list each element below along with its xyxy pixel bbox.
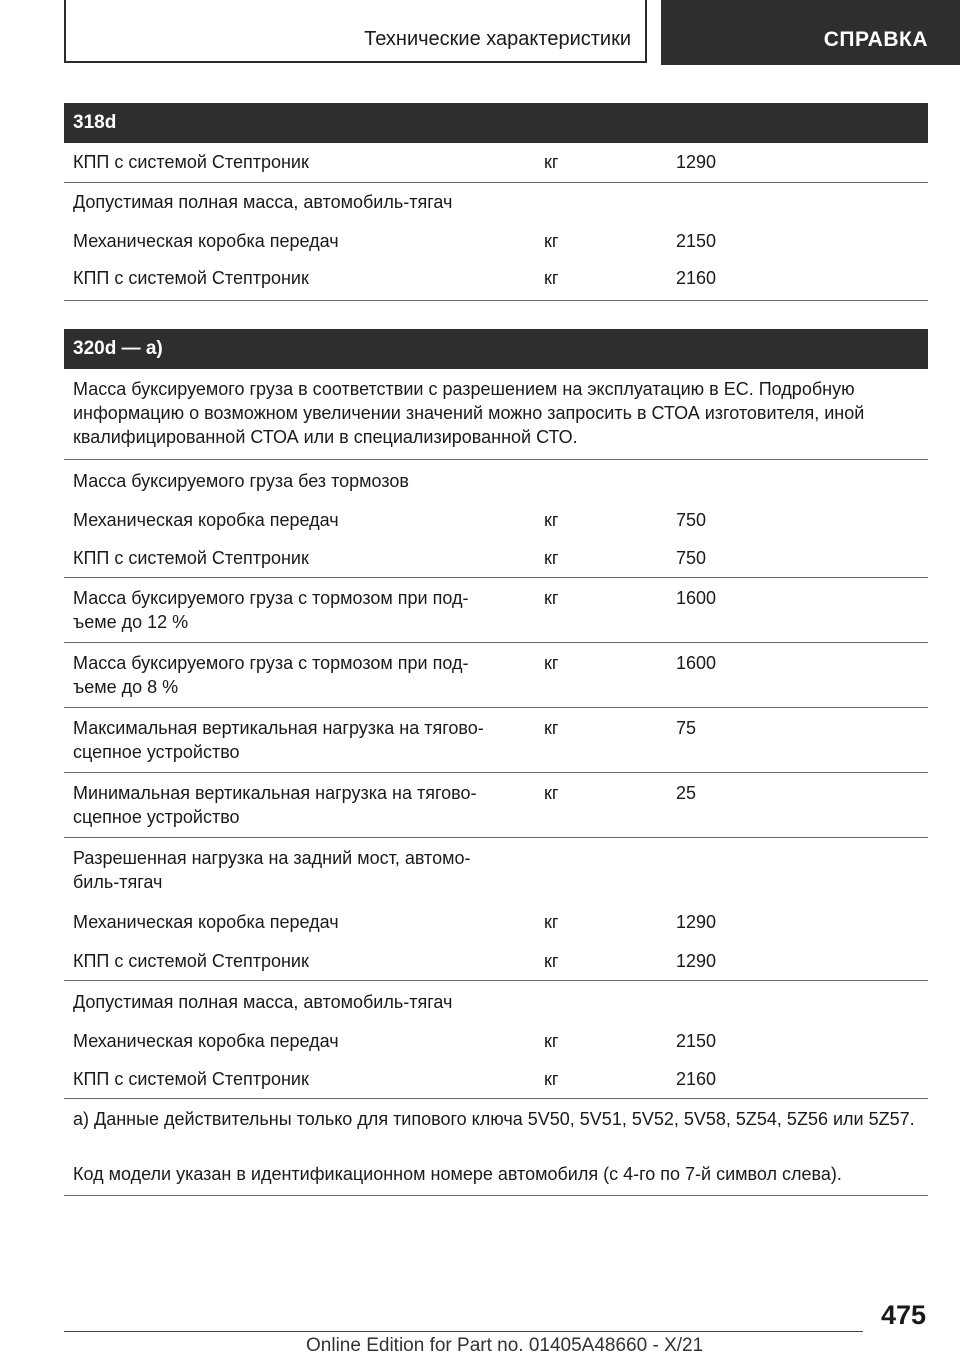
table-row [64,773,928,838]
row-value: 1600 [676,588,717,608]
row-unit: кг [544,548,559,568]
row-unit: кг [544,152,559,172]
intro-text: Масса буксируемого груза в соответствии с разрешением на эксплуатацию в ЕС. Подробную информацию о возможном увеличении значений можно запросить в СТОА изготовителя, иной квалифицированной СТОА или в специализированной СТО. [73,379,865,447]
row-label: Механическая коробка передач [73,231,339,251]
row-label: Допустимая полная масса, автомобиль-тягач [73,192,453,212]
spec-table-318d [64,103,928,301]
section-title: Технические характеристики [364,28,631,50]
table-row [64,143,928,183]
header-tab [661,0,960,65]
row-label: Масса буксируемого груза без тормозов [73,471,409,491]
row-unit: кг [544,1031,559,1051]
row-value: 1290 [676,152,717,172]
row-value: 750 [676,510,707,530]
row-value: 75 [676,718,697,738]
row-value: 750 [676,548,707,568]
table-title: 320d — a) [64,329,928,369]
row-label: Допустимая полная масса, автомобиль-тягач [73,992,453,1012]
row-value: 1600 [676,653,717,673]
table-row [64,261,928,301]
row-unit: кг [544,588,559,608]
footnote-model-code: Код модели указан в идентификационном номере автомобиля (с 4-го по 7-й символ слева). [73,1164,842,1184]
row-value: 2150 [676,231,717,251]
footnote-a: a) Данные действительны только для типового ключа 5V50, 5V51, 5V52, 5V58, 5Z54, 5Z56 или 5Z57. [73,1109,915,1129]
table-title: 318d [64,103,928,143]
row-value: 25 [676,783,697,803]
footer-divider [64,1331,863,1332]
table-row [64,838,928,902]
table-row [64,183,928,222]
table-row [64,460,928,499]
table-row [64,499,928,538]
table-row [64,941,928,981]
table-intro [64,369,928,460]
row-unit: кг [544,783,559,803]
row-unit: кг [544,231,559,251]
row-value: 2160 [676,268,717,288]
row-label: Механическая коробка передач [73,912,339,932]
page-number: 475 [880,1300,926,1330]
table-row [64,1059,928,1099]
row-label: КПП с системой Стептроник [73,1069,309,1089]
row-label: Масса буксируемого груза с тормозом при под- ъеме до 12 % [73,588,469,632]
table-row [64,538,928,578]
row-label: Разрешенная нагрузка на задний мост, автомо- биль-тягач [73,848,471,892]
footer-edition: Online Edition for Part no. 01405A48660 - X/21 [306,1335,704,1356]
row-value: 2150 [676,1031,717,1051]
row-unit: кг [544,653,559,673]
table-row [64,981,928,1020]
row-unit: кг [544,268,559,288]
table-row [64,1020,928,1059]
header-section [64,0,647,63]
row-label: Масса буксируемого груза с тормозом при под- ъеме до 8 % [73,653,469,697]
row-unit: кг [544,718,559,738]
table-row [64,643,928,708]
row-label: Максимальная вертикальная нагрузка на тягово- сцепное устройство [73,718,484,762]
row-label: КПП с системой Стептроник [73,268,309,288]
row-label: КПП с системой Стептроник [73,951,309,971]
table-row [64,578,928,643]
row-unit: кг [544,951,559,971]
table-row [64,902,928,941]
row-value: 1290 [676,912,717,932]
row-unit: кг [544,1069,559,1089]
row-unit: кг [544,510,559,530]
tab-label: СПРАВКА [823,28,928,51]
row-label: КПП с системой Стептроник [73,152,309,172]
table-row [64,708,928,773]
row-label: Механическая коробка передач [73,510,339,530]
table-row [64,222,928,261]
row-unit: кг [544,912,559,932]
row-label: Минимальная вертикальная нагрузка на тягово- сцепное устройство [73,783,477,827]
table-footnotes [64,1099,928,1196]
row-label: КПП с системой Стептроник [73,548,309,568]
row-label: Механическая коробка передач [73,1031,339,1051]
spec-table-320d [64,329,928,1196]
row-value: 2160 [676,1069,717,1089]
row-value: 1290 [676,951,717,971]
